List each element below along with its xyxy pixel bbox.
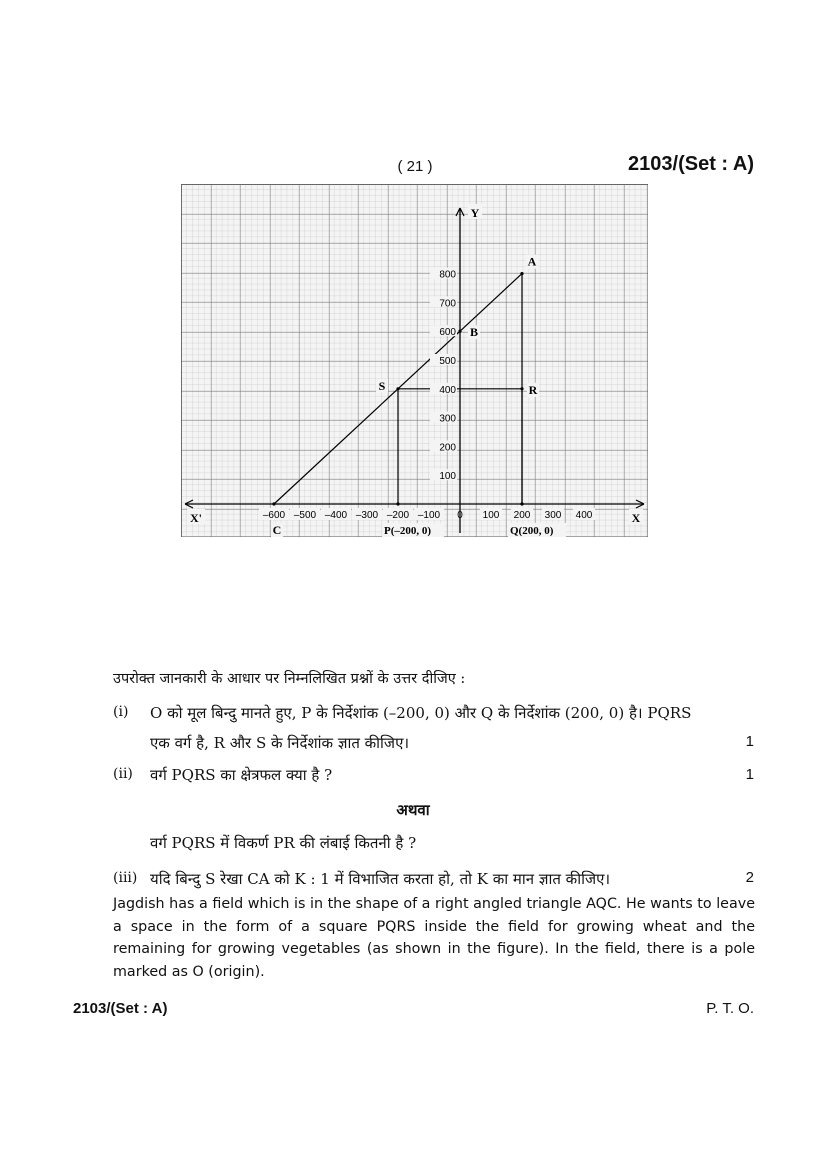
point-c xyxy=(272,502,275,505)
y-tick-500: 500 xyxy=(439,356,456,367)
q3-marks: 2 xyxy=(745,869,754,886)
label-c: C xyxy=(272,523,282,537)
x-tick-neg-5: –200 xyxy=(386,510,410,521)
page-number: ( 21 ) xyxy=(397,158,433,175)
q1-line2: एक वर्ग है, R और S के निर्देशांक ज्ञात कीजिए। xyxy=(150,734,410,752)
q1-marks: 1 xyxy=(745,733,754,750)
y-tick-100: 100 xyxy=(439,471,456,483)
x-tick-pos-400: 400 xyxy=(575,510,593,521)
x-tick-neg-6: –100 xyxy=(417,510,441,521)
label-x-axis: X xyxy=(631,511,641,525)
origin-label: 0 xyxy=(457,510,463,521)
x-tick-pos-100: 100 xyxy=(482,510,500,521)
point-p xyxy=(396,502,399,505)
label-y-axis: Y xyxy=(470,206,480,220)
label-x-neg-axis: X' xyxy=(190,511,202,525)
y-tick-200: 200 xyxy=(439,442,456,454)
label-b: B xyxy=(469,325,479,340)
label-p: P(–200, 0) xyxy=(384,525,432,537)
pto-label: P. T. O. xyxy=(706,1000,754,1017)
or-separator: अथवा xyxy=(396,801,430,819)
q3-label: (iii) xyxy=(113,870,138,886)
coordinate-graph xyxy=(181,184,648,537)
y-tick-700: 700 xyxy=(439,298,456,310)
label-a: A xyxy=(527,254,537,269)
point-r xyxy=(520,387,523,390)
english-passage: Jagdish has a field which is in the shape of a right angled triangle AQC. He wants to leave a space in the form of a square PQRS inside the field for growing wheat and the remaining for growing vegetables (as shown in the figure). In the field, there is a pole marked as O (origin). xyxy=(113,896,755,980)
point-b xyxy=(458,330,461,333)
q2-label: (ii) xyxy=(113,766,133,782)
y-tick-400: 400 xyxy=(439,384,456,396)
y-tick-800: 800 xyxy=(439,269,456,281)
point-s xyxy=(396,387,399,390)
set-code-footer: 2103/(Set : A) xyxy=(73,1000,168,1017)
q1-line1: O को मूल बिन्दु मानते हुए, P के निर्देशांक (–200, 0) और Q के निर्देशांक (200, 0) है। PQRS xyxy=(150,704,692,722)
q3-text: यदि बिन्दु S रेखा CA को K : 1 में विभाजित करता हो, तो K का मान ज्ञात कीजिए। xyxy=(150,870,611,888)
q2-alt-text: वर्ग PQRS में विकर्ण PR की लंबाई कितनी है ? xyxy=(150,834,417,852)
y-tick-600: 600 xyxy=(439,327,456,339)
y-tick-300: 300 xyxy=(439,413,456,425)
x-tick-pos-300: 300 xyxy=(544,510,562,521)
x-tick-neg-1: –600 xyxy=(262,510,286,521)
label-s: S xyxy=(378,378,386,393)
label-r: R xyxy=(528,382,538,397)
x-tick-pos-200: 200 xyxy=(513,510,531,521)
x-tick-neg-2: –500 xyxy=(293,510,317,521)
x-tick-neg-4: –300 xyxy=(355,510,379,521)
q2-marks: 1 xyxy=(745,766,754,783)
point-q xyxy=(520,502,523,505)
label-q: Q(200, 0) xyxy=(510,525,554,537)
intro-text: उपरोक्त जानकारी के आधार पर निम्नलिखित प्रश्नों के उत्तर दीजिए : xyxy=(113,671,466,687)
set-code-header: 2103/(Set : A) xyxy=(628,153,754,175)
point-a xyxy=(520,272,523,275)
q2-text: वर्ग PQRS का क्षेत्रफल क्या है ? xyxy=(150,766,333,784)
q1-label: (i) xyxy=(113,704,129,720)
x-tick-neg-3: –400 xyxy=(324,510,348,521)
